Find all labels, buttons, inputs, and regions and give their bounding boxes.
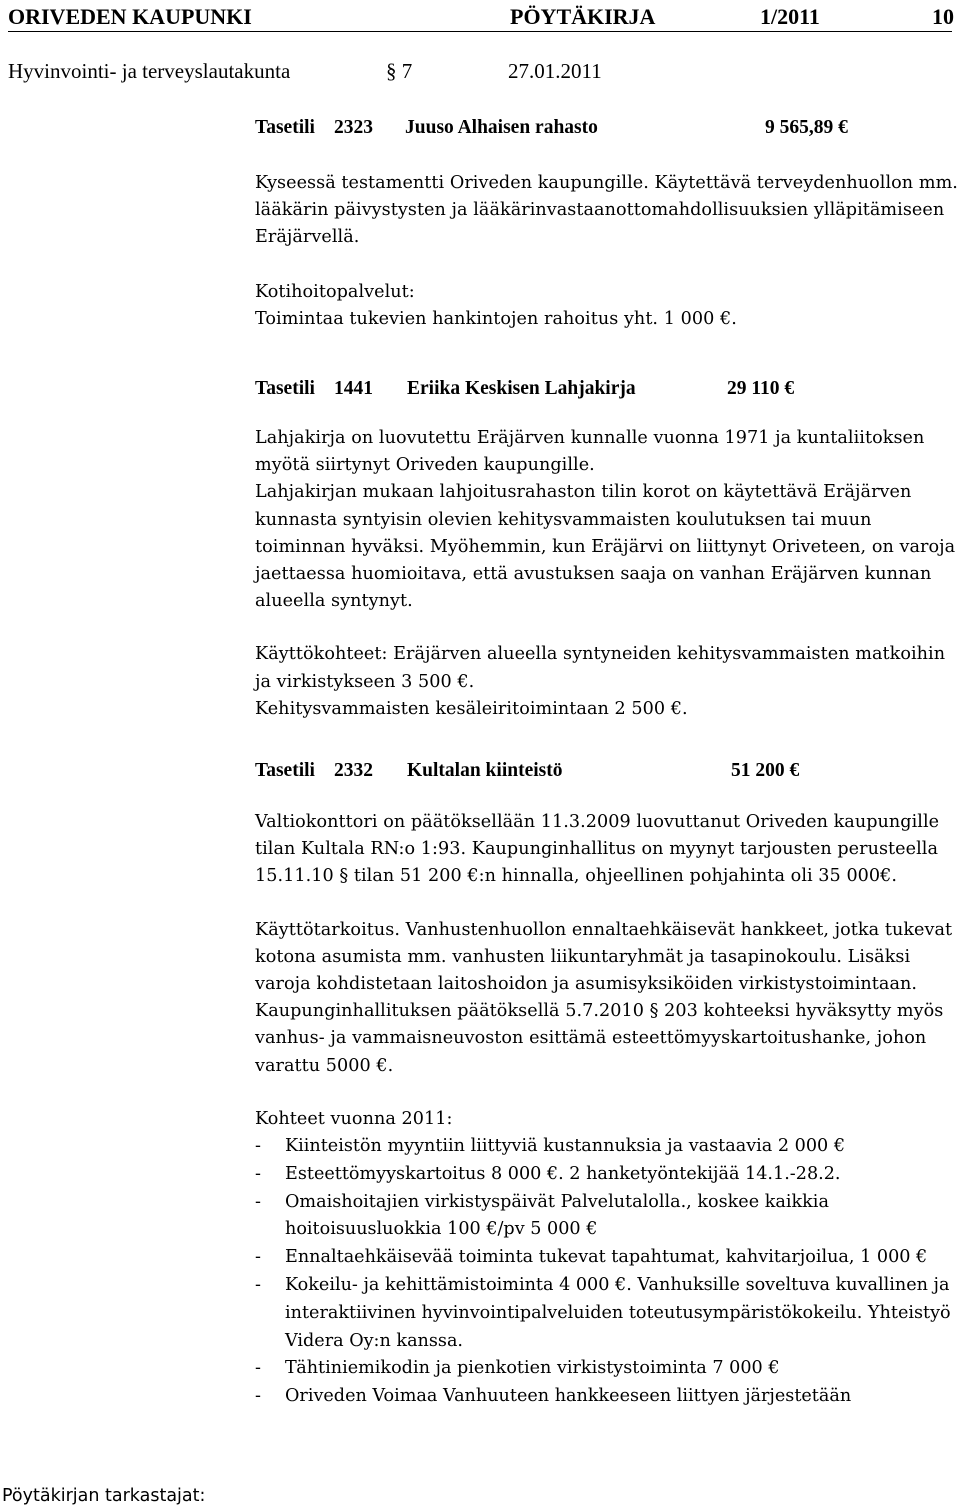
fund-label: Tasetili (255, 117, 315, 138)
list-item: - Kiinteistön myyntiin liittyviä kustannuksia ja vastaavia 2 000 € (255, 1136, 846, 1157)
list-item: - Kokeilu- ja kehittämistoiminta 4 000 €. Vanhuksille soveltuva kuvallinen ja interaktiivinen hyvinvointipalveluiden toteutusympäristökokeilu. Yhteistyö Videra Oy:n kanssa. (255, 1275, 951, 1351)
footer-reviewers-label: Pöytäkirjan tarkastajat: (2, 1486, 206, 1506)
header-document-number: 1/2011 (760, 4, 820, 29)
fund-amount: 29 110 € (727, 378, 795, 400)
header-date: 27.01.2011 (508, 59, 602, 83)
fund-description: Valtiokonttori on päätöksellään 11.3.2009 luovuttanut Oriveden kaupungille tilan Kultala RN:o 1:93. Kaupunginhallitus on myynyt tarjousten perusteella 15.11.10 § tilan 51 200 €:n hinnalla, ohjeellinen pohjahinta oli 35 000€. (255, 812, 940, 887)
fund-purpose: Käyttötarkoitus. Vanhustenhuollon ennaltaehkäisevät hankkeet, jotka tukevat kotona asumista mm. vanhusten liikuntaryhmät ja tasapinokoulu. Lisäksi varoja kohdistetaan laitoshoidon ja asumisyksiköiden virkistystoimintaan. Kaupunginhallituksen päätöksellä 5.7.2010 § 203 kohteeksi hyväksytty myös vanhus- ja vammaisneuvoston esittämä esteettömyyskartoitushanke, johon varattu 5000 €. (255, 919, 953, 1076)
list-item: - Ennaltaehkäisevää toiminta tukevat tapahtumat, kahvitarjoilua, 1 000 € (255, 1247, 928, 1268)
fund-description: Kyseessä testamentti Oriveden kaupungille. Käytettävä terveydenhuollon mm. lääkärin päivystysten ja lääkärinvastaanottomahdollisuuksien ylläpitämiseen Eräjärvellä. (255, 173, 958, 248)
targets-list (255, 1133, 960, 1411)
list-item: - Esteettömyyskartoitus 8 000 €. 2 hanketyöntekijää 14.1.-28.2. (255, 1163, 841, 1184)
fund-usage-2: Kehitysvammaisten kesäleiritoimintaan 2 500 €. (255, 698, 688, 719)
fund-heading-1441 (255, 375, 960, 405)
header-board-name: Hyvinvointi- ja terveyslautakunta (8, 59, 291, 83)
list-item: - Omaishoitajien virkistyspäivät Palvelutalolla., koskee kaikkia hoitoisuusluokkia 100 €/pv 5 000 € (255, 1191, 829, 1240)
header-rule (8, 31, 952, 32)
fund-number: 1441 (334, 378, 373, 400)
fund-heading-2332 (255, 757, 960, 787)
fund-conditions: Lahjakirjan mukaan lahjoitusrahaston tilin korot on käytettävä Eräjärven kunnasta syntyisin olevien kehitysvammaisten koulutuksen tai muun toiminnan hyväksi. Myöhemmin, kun Eräjärvi on liittynyt Oriveteen, on varoja jaettaessa huomioitava, että avustuksen saaja on vanhan Eräjärven kunnan alueella syntynyt. (255, 482, 956, 612)
fund-number: 2323 (334, 117, 373, 138)
subheading-home-care: Kotihoitopalvelut: (255, 281, 415, 302)
fund-label: Tasetili (255, 760, 315, 782)
fund-name: Eriika Keskisen Lahjakirja (407, 378, 636, 400)
fund-name: Kultalan kiinteistö (407, 760, 563, 782)
fund-description: Lahjakirja on luovutettu Eräjärven kunnalle vuonna 1971 ja kuntaliitoksen myötä siirtynyt Oriveden kaupungille. (255, 428, 925, 476)
fund-name: Juuso Alhaisen rahasto (405, 117, 598, 138)
header-document-type: PÖYTÄKIRJA (510, 4, 656, 29)
list-item: - Oriveden Voimaa Vanhuuteen hankkeeseen liittyen järjestetään (255, 1386, 852, 1407)
header-section: § 7 (386, 59, 413, 83)
targets-title: Kohteet vuonna 2011: (255, 1108, 453, 1129)
body-content (255, 114, 960, 1411)
fund-usage: Käyttökohteet: Eräjärven alueella syntyneiden kehitysvammaisten matkoihin ja virkistykseen 3 500 €. (255, 644, 946, 692)
fund-usage: Toimintaa tukevien hankintojen rahoitus yht. 1 000 €. (255, 308, 737, 329)
list-item: - Tähtiniemikodin ja pienkotien virkistystoiminta 7 000 € (255, 1358, 780, 1379)
header-page-number: 10 (932, 4, 954, 29)
fund-heading-2323 (255, 114, 960, 144)
header-organization: ORIVEDEN KAUPUNKI (8, 4, 252, 29)
fund-number: 2332 (334, 760, 373, 782)
fund-amount: 9 565,89 € (765, 117, 848, 138)
fund-amount: 51 200 € (731, 760, 800, 782)
fund-label: Tasetili (255, 378, 315, 400)
